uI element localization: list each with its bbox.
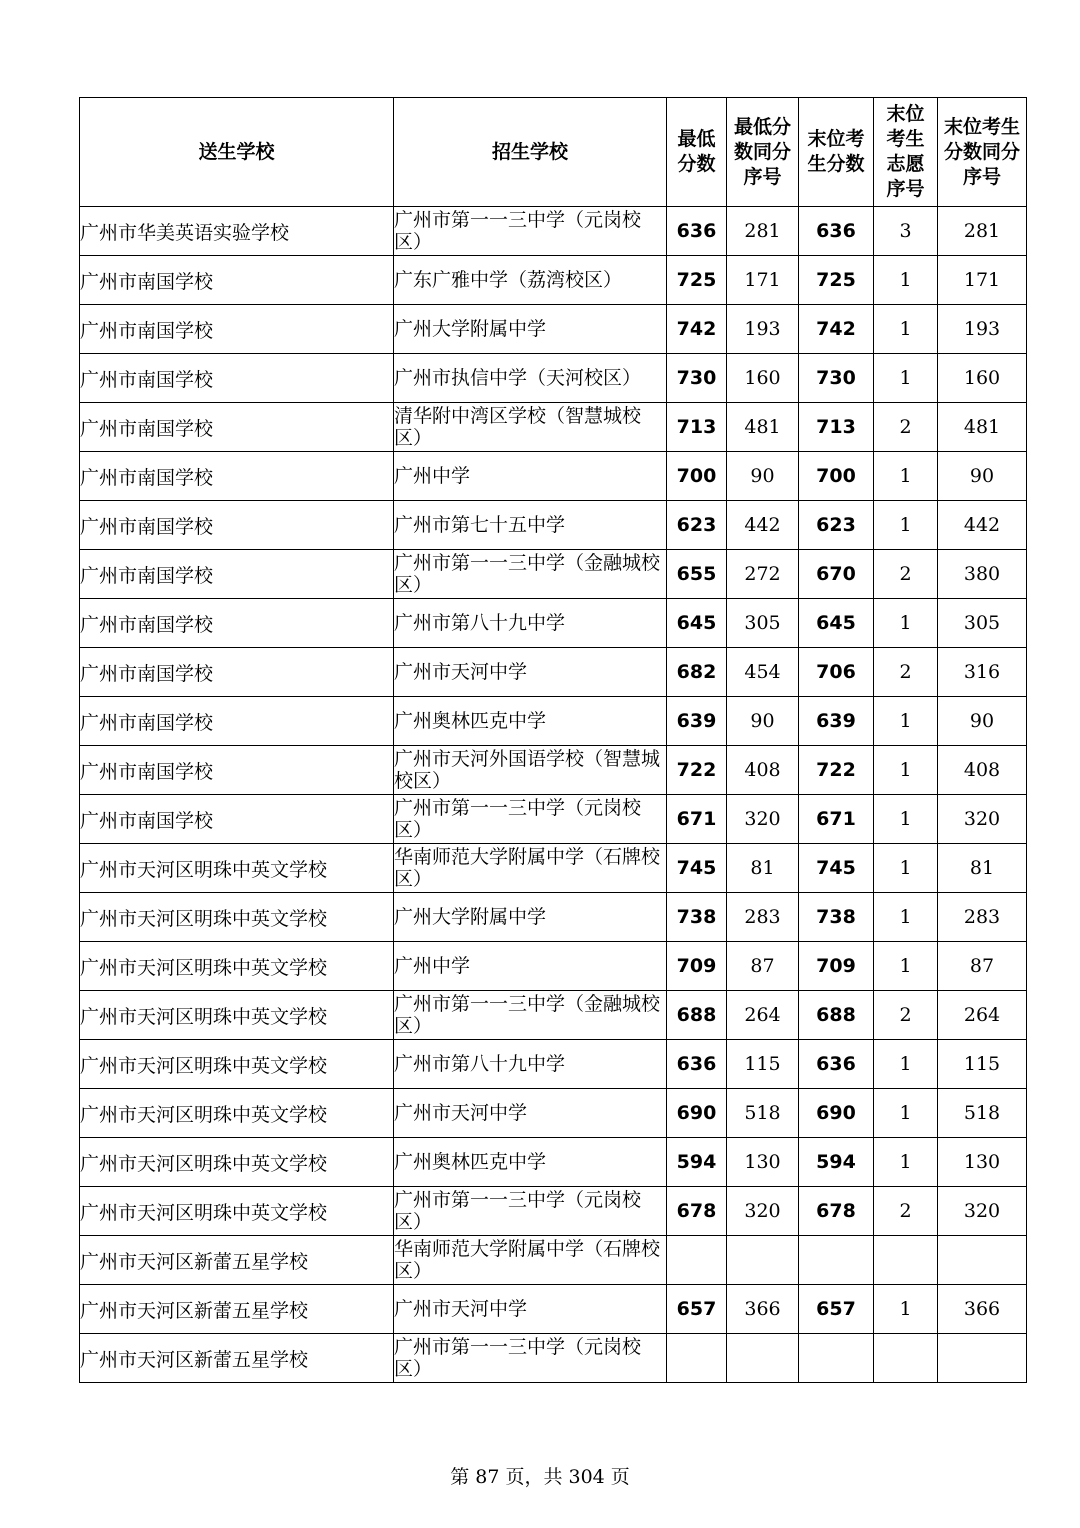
cell-last-pref: 2	[874, 991, 938, 1040]
cell-last-pref: 1	[874, 942, 938, 991]
cell-min-score	[667, 1236, 727, 1285]
cell-last-pref: 1	[874, 1089, 938, 1138]
cell-last-score: 670	[799, 550, 874, 599]
cell-min-score: 730	[667, 354, 727, 403]
cell-receiver: 广州中学	[394, 452, 667, 501]
cell-min-rank: 81	[727, 844, 799, 893]
table-row	[80, 1187, 1027, 1236]
table-row	[80, 599, 1027, 648]
table-row	[80, 942, 1027, 991]
cell-sender: 广州市华美英语实验学校	[80, 207, 394, 256]
cell-last-pref: 1	[874, 1040, 938, 1089]
table-row	[80, 893, 1027, 942]
cell-receiver: 清华附中湾区学校（智慧城校区）	[394, 403, 667, 452]
cell-sender: 广州市南国学校	[80, 452, 394, 501]
table-row	[80, 305, 1027, 354]
table-row	[80, 207, 1027, 256]
cell-min-rank: 442	[727, 501, 799, 550]
cell-min-score: 688	[667, 991, 727, 1040]
cell-receiver: 广州市第一一三中学（元岗校区）	[394, 795, 667, 844]
cell-sender: 广州市南国学校	[80, 648, 394, 697]
cell-min-rank: 87	[727, 942, 799, 991]
cell-last-rank: 90	[938, 697, 1027, 746]
cell-last-score: 636	[799, 207, 874, 256]
cell-last-rank: 283	[938, 893, 1027, 942]
cell-last-score: 678	[799, 1187, 874, 1236]
cell-min-rank: 518	[727, 1089, 799, 1138]
cell-min-score: 713	[667, 403, 727, 452]
cell-last-rank: 481	[938, 403, 1027, 452]
cell-last-rank: 87	[938, 942, 1027, 991]
cell-min-score: 594	[667, 1138, 727, 1187]
cell-last-score: 725	[799, 256, 874, 305]
cell-receiver: 华南师范大学附属中学（石牌校区）	[394, 844, 667, 893]
cell-receiver: 广州大学附属中学	[394, 305, 667, 354]
cell-min-rank: 481	[727, 403, 799, 452]
cell-last-rank: 366	[938, 1285, 1027, 1334]
cell-receiver: 华南师范大学附属中学（石牌校区）	[394, 1236, 667, 1285]
cell-min-score: 623	[667, 501, 727, 550]
cell-last-pref: 3	[874, 207, 938, 256]
cell-last-rank: 160	[938, 354, 1027, 403]
cell-sender: 广州市天河区明珠中英文学校	[80, 893, 394, 942]
cell-last-rank: 442	[938, 501, 1027, 550]
header-last-rank: 末位考生 分数同分 序号	[938, 98, 1027, 207]
cell-sender: 广州市天河区新蕾五星学校	[80, 1334, 394, 1383]
cell-receiver: 广州市第一一三中学（元岗校区）	[394, 1187, 667, 1236]
cell-receiver: 广州大学附属中学	[394, 893, 667, 942]
cell-min-score: 671	[667, 795, 727, 844]
cell-last-pref: 1	[874, 501, 938, 550]
table-body	[80, 207, 1027, 1383]
cell-last-score: 639	[799, 697, 874, 746]
table-row	[80, 1040, 1027, 1089]
cell-last-score: 671	[799, 795, 874, 844]
cell-last-pref: 1	[874, 1138, 938, 1187]
cell-min-rank: 115	[727, 1040, 799, 1089]
cell-last-rank: 281	[938, 207, 1027, 256]
cell-min-score: 700	[667, 452, 727, 501]
cell-last-pref	[874, 1236, 938, 1285]
cell-receiver: 广州市天河外国语学校（智慧城校区）	[394, 746, 667, 795]
admission-table	[79, 97, 1027, 1383]
cell-last-rank: 130	[938, 1138, 1027, 1187]
cell-min-score: 722	[667, 746, 727, 795]
table-row	[80, 1236, 1027, 1285]
cell-last-rank: 81	[938, 844, 1027, 893]
cell-last-pref: 2	[874, 648, 938, 697]
table-row	[80, 991, 1027, 1040]
cell-min-score: 678	[667, 1187, 727, 1236]
cell-min-rank: 264	[727, 991, 799, 1040]
cell-last-score: 690	[799, 1089, 874, 1138]
table-row	[80, 452, 1027, 501]
cell-min-rank: 130	[727, 1138, 799, 1187]
cell-last-score: 706	[799, 648, 874, 697]
cell-min-score: 742	[667, 305, 727, 354]
header-receiver: 招生学校	[394, 98, 667, 207]
cell-min-score: 682	[667, 648, 727, 697]
cell-last-rank	[938, 1334, 1027, 1383]
cell-sender: 广州市南国学校	[80, 501, 394, 550]
cell-min-rank	[727, 1236, 799, 1285]
cell-min-rank: 272	[727, 550, 799, 599]
header-last-score: 末位考 生分数	[799, 98, 874, 207]
cell-last-rank: 171	[938, 256, 1027, 305]
cell-min-rank	[727, 1334, 799, 1383]
cell-last-score: 657	[799, 1285, 874, 1334]
table-row	[80, 354, 1027, 403]
cell-last-rank: 316	[938, 648, 1027, 697]
cell-sender: 广州市天河区明珠中英文学校	[80, 1138, 394, 1187]
cell-last-rank: 320	[938, 1187, 1027, 1236]
cell-receiver: 广州市第一一三中学（金融城校区）	[394, 991, 667, 1040]
cell-sender: 广州市天河区明珠中英文学校	[80, 1089, 394, 1138]
cell-receiver: 广州市天河中学	[394, 648, 667, 697]
cell-min-rank: 320	[727, 1187, 799, 1236]
cell-receiver: 广州市天河中学	[394, 1089, 667, 1138]
cell-sender: 广州市南国学校	[80, 795, 394, 844]
cell-sender: 广州市南国学校	[80, 746, 394, 795]
cell-last-rank: 90	[938, 452, 1027, 501]
cell-sender: 广州市天河区新蕾五星学校	[80, 1236, 394, 1285]
cell-sender: 广州市天河区新蕾五星学校	[80, 1285, 394, 1334]
cell-last-pref: 1	[874, 452, 938, 501]
table-row	[80, 1138, 1027, 1187]
cell-last-pref	[874, 1334, 938, 1383]
cell-min-rank: 320	[727, 795, 799, 844]
cell-last-pref: 1	[874, 599, 938, 648]
table-row	[80, 1334, 1027, 1383]
cell-last-pref: 1	[874, 256, 938, 305]
cell-last-rank: 115	[938, 1040, 1027, 1089]
cell-min-score: 645	[667, 599, 727, 648]
table-row	[80, 403, 1027, 452]
cell-last-score: 700	[799, 452, 874, 501]
cell-sender: 广州市天河区明珠中英文学校	[80, 844, 394, 893]
table-row	[80, 648, 1027, 697]
cell-last-score: 688	[799, 991, 874, 1040]
cell-last-score: 730	[799, 354, 874, 403]
cell-last-score	[799, 1236, 874, 1285]
cell-sender: 广州市天河区明珠中英文学校	[80, 1040, 394, 1089]
cell-min-score: 639	[667, 697, 727, 746]
cell-last-score: 636	[799, 1040, 874, 1089]
cell-min-rank: 171	[727, 256, 799, 305]
cell-min-rank: 90	[727, 452, 799, 501]
cell-last-rank: 380	[938, 550, 1027, 599]
cell-sender: 广州市南国学校	[80, 403, 394, 452]
table-row	[80, 501, 1027, 550]
table-row	[80, 256, 1027, 305]
cell-min-score: 655	[667, 550, 727, 599]
cell-min-rank: 160	[727, 354, 799, 403]
table-row	[80, 795, 1027, 844]
cell-min-rank: 283	[727, 893, 799, 942]
table-row	[80, 697, 1027, 746]
cell-last-pref: 1	[874, 354, 938, 403]
cell-receiver: 广州市第一一三中学（元岗校区）	[394, 1334, 667, 1383]
cell-receiver: 广州市第八十九中学	[394, 1040, 667, 1089]
cell-last-pref: 1	[874, 746, 938, 795]
cell-receiver: 广州奥林匹克中学	[394, 697, 667, 746]
cell-receiver: 广州市执信中学（天河校区）	[394, 354, 667, 403]
cell-last-score: 594	[799, 1138, 874, 1187]
cell-min-score: 657	[667, 1285, 727, 1334]
cell-last-pref: 1	[874, 305, 938, 354]
header-min-score: 最低 分数	[667, 98, 727, 207]
cell-last-pref: 2	[874, 403, 938, 452]
cell-receiver: 广州市第一一三中学（金融城校区）	[394, 550, 667, 599]
cell-min-score	[667, 1334, 727, 1383]
header-sender: 送生学校	[80, 98, 394, 207]
cell-receiver: 广州市第一一三中学（元岗校区）	[394, 207, 667, 256]
cell-min-score: 636	[667, 1040, 727, 1089]
cell-sender: 广州市南国学校	[80, 697, 394, 746]
cell-sender: 广州市南国学校	[80, 256, 394, 305]
cell-last-pref: 1	[874, 1285, 938, 1334]
cell-receiver: 广东广雅中学（荔湾校区）	[394, 256, 667, 305]
header-last-pref: 末位 考生 志愿 序号	[874, 98, 938, 207]
cell-min-score: 636	[667, 207, 727, 256]
cell-receiver: 广州中学	[394, 942, 667, 991]
cell-receiver: 广州市天河中学	[394, 1285, 667, 1334]
cell-last-score: 645	[799, 599, 874, 648]
cell-min-rank: 305	[727, 599, 799, 648]
cell-sender: 广州市南国学校	[80, 599, 394, 648]
cell-last-score: 745	[799, 844, 874, 893]
cell-receiver: 广州市第八十九中学	[394, 599, 667, 648]
table-row	[80, 550, 1027, 599]
cell-last-pref: 1	[874, 795, 938, 844]
cell-last-pref: 1	[874, 844, 938, 893]
cell-receiver: 广州市第七十五中学	[394, 501, 667, 550]
cell-min-score: 738	[667, 893, 727, 942]
cell-last-score: 623	[799, 501, 874, 550]
cell-min-score: 725	[667, 256, 727, 305]
cell-min-rank: 90	[727, 697, 799, 746]
cell-min-score: 709	[667, 942, 727, 991]
cell-last-rank: 193	[938, 305, 1027, 354]
cell-last-rank: 305	[938, 599, 1027, 648]
cell-sender: 广州市天河区明珠中英文学校	[80, 1187, 394, 1236]
cell-last-pref: 1	[874, 893, 938, 942]
cell-last-pref: 1	[874, 697, 938, 746]
cell-last-rank	[938, 1236, 1027, 1285]
table-row	[80, 1089, 1027, 1138]
cell-last-pref: 2	[874, 1187, 938, 1236]
cell-last-score	[799, 1334, 874, 1383]
table-row	[80, 844, 1027, 893]
cell-last-rank: 264	[938, 991, 1027, 1040]
page-footer: 第 87 页，共 304 页	[450, 1466, 630, 1488]
cell-last-score: 742	[799, 305, 874, 354]
cell-sender: 广州市南国学校	[80, 305, 394, 354]
cell-last-score: 709	[799, 942, 874, 991]
cell-last-score: 722	[799, 746, 874, 795]
cell-min-rank: 408	[727, 746, 799, 795]
cell-min-score: 690	[667, 1089, 727, 1138]
header-min-rank: 最低分 数同分 序号	[727, 98, 799, 207]
cell-min-rank: 193	[727, 305, 799, 354]
table-row	[80, 1285, 1027, 1334]
cell-min-score: 745	[667, 844, 727, 893]
cell-min-rank: 281	[727, 207, 799, 256]
cell-receiver: 广州奥林匹克中学	[394, 1138, 667, 1187]
cell-min-rank: 454	[727, 648, 799, 697]
cell-last-score: 738	[799, 893, 874, 942]
cell-last-score: 713	[799, 403, 874, 452]
cell-min-rank: 366	[727, 1285, 799, 1334]
cell-sender: 广州市天河区明珠中英文学校	[80, 991, 394, 1040]
cell-sender: 广州市南国学校	[80, 354, 394, 403]
table-row	[80, 746, 1027, 795]
cell-sender: 广州市南国学校	[80, 550, 394, 599]
cell-last-rank: 518	[938, 1089, 1027, 1138]
cell-last-rank: 320	[938, 795, 1027, 844]
cell-last-rank: 408	[938, 746, 1027, 795]
cell-last-pref: 2	[874, 550, 938, 599]
header-row	[80, 98, 1027, 207]
cell-sender: 广州市天河区明珠中英文学校	[80, 942, 394, 991]
